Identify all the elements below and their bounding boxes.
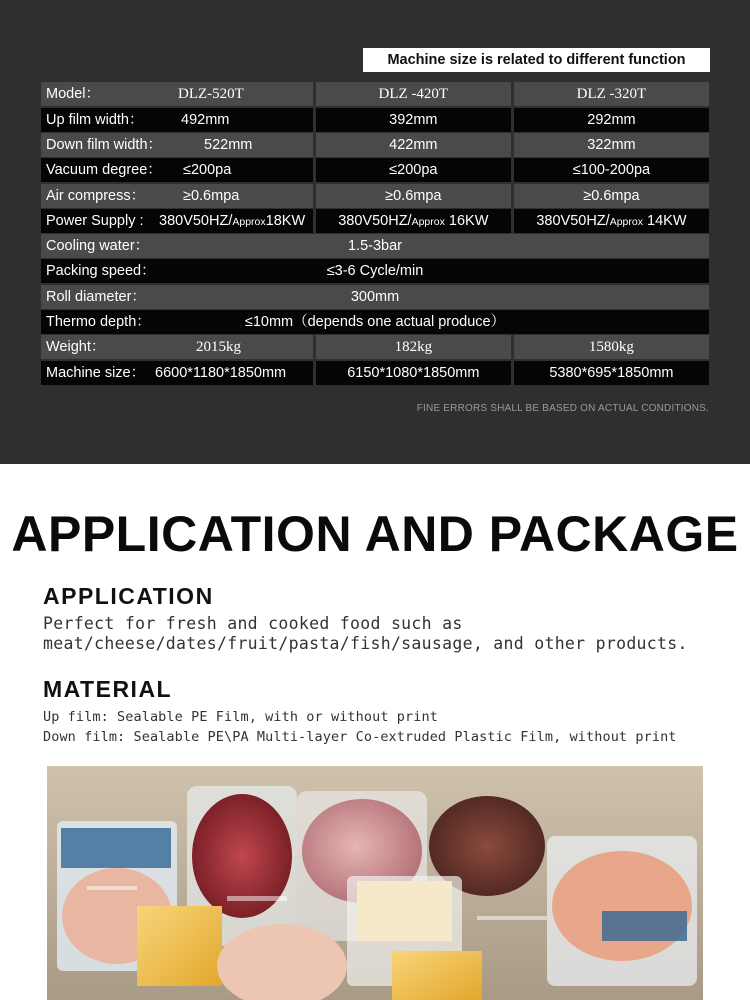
label-up-film: Up film width： [46, 112, 144, 128]
roll-value: 300mm [350, 289, 400, 305]
label-weight: Weight： [46, 339, 106, 355]
row-vacuum [41, 158, 709, 182]
label-power: Power Supply : [46, 213, 144, 229]
model-3: DLZ -320T [514, 82, 709, 106]
size-note: Machine size is related to different function [363, 48, 710, 72]
vacuum-3: ≤100-200pa [514, 158, 709, 182]
weight-3: 1580kg [514, 335, 709, 359]
packaged-food-photo [47, 766, 703, 1000]
row-down-film [41, 133, 709, 157]
air-2: ≥0.6mpa [316, 184, 511, 208]
label-down-film: Down film width： [46, 137, 163, 153]
row-machine-size [41, 361, 709, 385]
up-film-1: 492mm [181, 112, 230, 128]
row-thermo [41, 310, 709, 334]
row-air [41, 184, 709, 208]
size-2: 6150*1080*1850mm [316, 361, 511, 385]
row-up-film [41, 108, 709, 132]
model-2: DLZ -420T [316, 82, 511, 106]
up-film-2: 392mm [316, 108, 511, 132]
size-3: 5380*695*1850mm [514, 361, 709, 385]
application-line-2: meat/cheese/dates/fruit/pasta/fish/sausage, and other products. [43, 634, 688, 653]
label-vacuum: Vacuum degree： [46, 162, 162, 178]
power-3: 380V50HZ/Approx 14KW [514, 209, 709, 233]
row-cooling [41, 234, 709, 258]
air-3: ≥0.6mpa [514, 184, 709, 208]
application-line-1: Perfect for fresh and cooked food such as [43, 614, 463, 633]
air-1: ≥0.6mpa [183, 188, 240, 204]
material-line-1: Up film: Sealable PE Film, with or without print [43, 709, 438, 725]
label-model: Model： [46, 86, 100, 102]
row-weight [41, 335, 709, 359]
material-heading: MATERIAL [43, 676, 173, 702]
down-film-1: 522mm [204, 137, 253, 153]
weight-1: 2015kg [196, 339, 241, 355]
food-illustration [47, 766, 703, 1000]
row-model [41, 82, 709, 106]
row-packing [41, 259, 709, 283]
model-1: DLZ-520T [178, 86, 244, 102]
label-air: Air compress： [46, 188, 146, 204]
spec-section [0, 0, 750, 464]
packing-value: ≤3-6 Cycle/min [326, 263, 424, 279]
weight-2: 182kg [316, 335, 511, 359]
label-thermo: Thermo depth： [46, 314, 151, 330]
label-roll: Roll diameter： [46, 289, 146, 305]
label-packing: Packing speed： [46, 263, 156, 279]
down-film-2: 422mm [316, 133, 511, 157]
material-line-2: Down film: Sealable PE\PA Multi-layer Co-extruded Plastic Film, without print [43, 729, 677, 745]
section-title: APPLICATION AND PACKAGE [11, 506, 739, 562]
label-cooling: Cooling water： [46, 238, 150, 254]
thermo-value: ≤10mm（depends one actual produce） [244, 314, 506, 330]
row-roll [41, 285, 709, 309]
size-1: 6600*1180*1850mm [155, 365, 287, 381]
disclaimer: FINE ERRORS SHALL BE BASED ON ACTUAL CONDITIONS. [416, 403, 709, 414]
row-power [41, 209, 709, 233]
up-film-3: 292mm [514, 108, 709, 132]
vacuum-2: ≤200pa [316, 158, 511, 182]
vacuum-1: ≤200pa [183, 162, 232, 178]
application-heading: APPLICATION [43, 583, 214, 609]
label-size: Machine size： [46, 365, 146, 381]
power-2: 380V50HZ/Approx 16KW [316, 209, 511, 233]
down-film-3: 322mm [514, 133, 709, 157]
power-1: 380V50HZ/Approx18KW [159, 213, 306, 229]
cooling-value: 1.5-3bar [347, 238, 402, 254]
